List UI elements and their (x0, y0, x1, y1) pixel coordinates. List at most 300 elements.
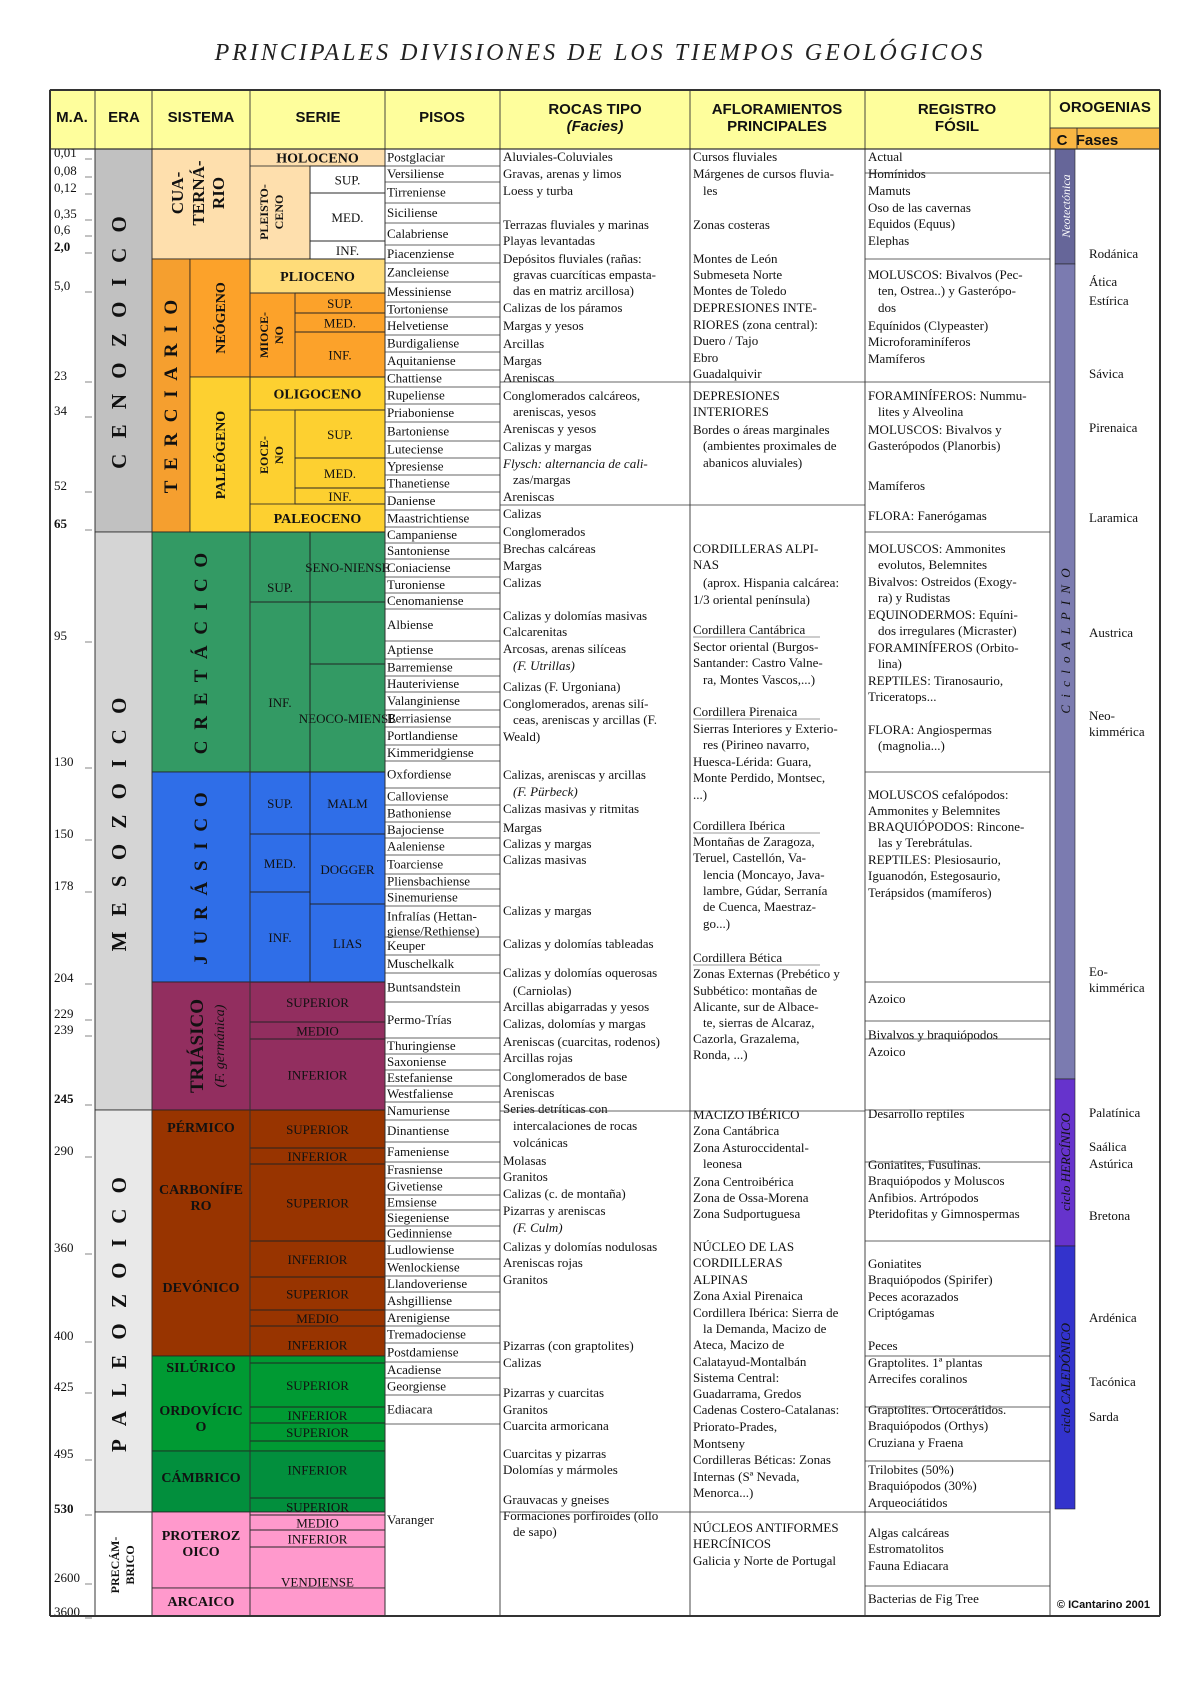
rocas-text: Granitos (503, 1402, 548, 1417)
piso-label: Westfaliense (387, 1086, 454, 1101)
aflor-text: Cordillera Ibérica: Sierra de (693, 1305, 839, 1320)
aflor-text: res (Pirineo navarro, (703, 737, 810, 752)
registro-text: Cruziana y Fraena (868, 1435, 964, 1450)
sistema-paleogeno-label: PALEÓGENO (214, 410, 229, 500)
rocas-text: Calizas y dolomías tableadas (503, 936, 654, 951)
aflor-text: Bordes o áreas marginales (693, 422, 830, 437)
registro-text: ten, Ostrea..) y Gasterópo- (878, 283, 1016, 298)
piso-label: Siciliense (387, 205, 438, 220)
era-precambrico-label: BRICO (123, 1545, 137, 1585)
piso-label: Zancleiense (387, 264, 450, 280)
ma-label: 2600 (54, 1570, 80, 1585)
aflor-text: HERCÍNICOS (693, 1536, 772, 1551)
piso-label: Ashgilliense (387, 1293, 452, 1308)
piso-label: Daniense (387, 493, 436, 508)
aflor-text: Sector oriental (Burgos- (693, 639, 819, 654)
rocas-text: Flysch: alternancia de cali- (503, 456, 648, 471)
piso-label: Muschelkalk (387, 956, 455, 971)
piso-label: Cenomaniense (387, 593, 464, 608)
registro-text: MOLUSCOS cefalópodos: (868, 787, 1009, 802)
aflor-text: de Cuenca, Maestraz- (703, 899, 816, 914)
piso-label: Coniaciense (387, 560, 451, 575)
ma-label: 400 (54, 1328, 74, 1343)
rocas-text: Granitos (503, 1272, 548, 1287)
ma-label: 229 (54, 1006, 74, 1021)
rocas-text: Calizas masivas y ritmitas (503, 801, 640, 816)
aflor-text: Cordillera Ibérica (693, 818, 786, 833)
registro-text: MOLUSCOS: Bivalvos (Pec- (868, 267, 1023, 282)
serie-label: INF. (335, 243, 360, 258)
registro-text: Arrecifes coralinos (868, 1371, 968, 1386)
serie-label: SUPERIOR (286, 1499, 349, 1515)
ma-label: 530 (54, 1501, 74, 1516)
registro-text: Peces acorazados (868, 1289, 959, 1304)
piso-label: Berriasiense (387, 710, 452, 726)
aflor-text: Huesca-Lérida: Guara, (693, 754, 812, 769)
aflor-text: ALPINAS (693, 1272, 748, 1287)
ma-label: 5,0 (54, 278, 71, 293)
registro-text: Mamíferos (868, 351, 926, 366)
serie-label: MEDIO (296, 1515, 339, 1531)
piso-label: Rupeliense (387, 387, 445, 403)
fase-label: Neo- (1089, 708, 1115, 723)
rocas-text: Calizas de los páramos (503, 300, 623, 315)
registro-text: Braquiópodos (Orthys) (868, 1418, 989, 1433)
ma-label: 52 (54, 478, 67, 493)
serie-label: SUP. (334, 172, 361, 188)
ma-label: 0,12 (54, 180, 77, 195)
aflor-text: abanicos aluviales) (703, 455, 803, 470)
fase-label: Eo- (1089, 964, 1108, 979)
serie-label: MALM (327, 796, 368, 811)
registro-text: Algas calcáreas (868, 1525, 950, 1540)
header-era: ERA (108, 109, 140, 126)
aflor-text: NÚCLEOS ANTIFORMES (693, 1520, 839, 1535)
copyright-text: © ICantarino 2001 (1056, 1599, 1150, 1611)
rocas-text: Formaciones porfiroides (ollo (503, 1508, 659, 1523)
registro-text: Goniatites (868, 1256, 922, 1271)
serie-label: HOLOCENO (276, 151, 359, 167)
header-rocas-sub: (Facies) (566, 118, 624, 135)
piso-label: Aquitaniense (387, 353, 456, 368)
fase-label: Bretona (1089, 1208, 1131, 1223)
rocas-text: de sapo) (513, 1524, 557, 1539)
registro-text: Braquiópodos (30%) (868, 1478, 977, 1493)
fase-label: Astúrica (1089, 1156, 1134, 1171)
serie-label: MED. (263, 856, 297, 871)
ma-label: 2,0 (54, 239, 71, 254)
serie-mioceno-label: MIOCE- (257, 312, 271, 358)
registro-text: Estromatolitos (868, 1541, 944, 1556)
aflor-text: Cazorla, Grazalema, (693, 1031, 800, 1046)
aflor-text: Zona Axial Pirenaica (693, 1288, 803, 1303)
aflor-text: Cordilleras Béticas: Zonas (693, 1452, 831, 1467)
aflor-text: Sistema Central: (693, 1370, 780, 1385)
piso-label: Barremiense (387, 659, 453, 675)
rocas-text: gravas cuarcíticas empasta- (513, 267, 656, 282)
ma-label: 23 (54, 368, 67, 383)
serie-label: SUP. (327, 296, 353, 311)
rocas-text: Pizarras y cuarcitas (503, 1385, 605, 1400)
registro-text: BRAQUIÓPODOS: Rincone- (868, 819, 1025, 834)
serie-label: MED. (323, 466, 357, 481)
aflor-text: Alicante, sur de Albace- (693, 999, 819, 1014)
fase-label: Estírica (1089, 293, 1129, 308)
piso-label: Bajociense (387, 822, 445, 837)
aflor-text: les (703, 183, 718, 198)
aflor-text: Teruel, Castellón, Va- (693, 850, 806, 865)
registro-text: FLORA: Angiospermas (868, 722, 992, 737)
piso-label: Emsiense (387, 1194, 437, 1210)
piso-label: Buntsandstein (387, 979, 461, 995)
aflor-text: (aprox. Hispania calcárea: (703, 575, 840, 590)
serie-label: INFERIOR (287, 1149, 348, 1164)
sistema-terciario-label: T E R C I A R I O (161, 296, 182, 494)
piso-label: Ypresiense (387, 458, 444, 474)
era-precambrico-label: PRECÁM- (108, 1536, 122, 1594)
rocas-text: Terrazas fluviales y marinas (503, 217, 649, 232)
piso-label: Piacenziense (387, 246, 455, 261)
piso-label: Helvetiense (387, 318, 449, 333)
piso-label: Acadiense (387, 1362, 442, 1377)
fase-label: Pirenaica (1089, 420, 1138, 435)
registro-text: Bivalvos y braquiópodos (868, 1027, 998, 1042)
aflor-text: RIORES (zona central): (693, 317, 818, 332)
header-aflor: AFLORAMIENTOS (711, 101, 843, 118)
aflor-text: Ateca, Macizo de (693, 1337, 785, 1352)
rocas-text: Areniscas (503, 489, 555, 504)
aflor-text: Priorato-Prades, (693, 1419, 778, 1434)
sistema-carbonifero-label: RO (190, 1199, 212, 1214)
registro-text: las y Terebrátulas. (878, 835, 973, 850)
piso-label: Campaniense (387, 527, 458, 542)
ma-label: 150 (54, 826, 74, 841)
piso-label: Tirreniense (387, 184, 446, 200)
sistema-arcaico-label: ARCAICO (167, 1595, 235, 1610)
registro-text: Gasterópodos (Planorbis) (868, 438, 1001, 453)
fase-label: Palatínica (1089, 1105, 1141, 1120)
registro-text: MOLUSCOS: Bivalvos y (868, 422, 1002, 437)
header-fases: Fases (1075, 132, 1119, 149)
aflor-text: Zona Centroibérica (693, 1174, 794, 1189)
ma-label: 95 (54, 628, 67, 643)
serie-label: SUP. (327, 427, 353, 442)
serie-label: INF. (268, 930, 292, 945)
serie-label: MEDIO (296, 1023, 339, 1039)
piso-label: Valanginiense (387, 693, 460, 708)
rocas-text: Calizas y margas (503, 903, 592, 918)
rocas-text: Grauvacas y gneises (503, 1492, 610, 1507)
aflor-text: (ambientes proximales de (703, 438, 837, 453)
registro-text: Fauna Ediacara (868, 1558, 949, 1573)
header-registro: REGISTRO (917, 101, 997, 118)
fase-label: Laramica (1089, 510, 1139, 525)
aflor-text: Duero / Tajo (693, 333, 759, 348)
aflor-text: ...) (693, 787, 708, 802)
rocas-text: Conglomerados calcáreos, (503, 388, 641, 403)
rocas-text: Arcillas abigarradas y yesos (503, 999, 650, 1014)
aflor-text: Guadalquivir (693, 366, 762, 381)
rocas-text: Calizas y dolomías oquerosas (503, 965, 658, 980)
header-sistema: SISTEMA (167, 109, 235, 126)
ma-label: 290 (54, 1143, 74, 1158)
piso-label: Givetiense (387, 1178, 443, 1194)
piso-label: Sinemuriense (387, 889, 458, 905)
aflor-text: Cordillera Bética (693, 950, 783, 965)
fase-label: Ardénica (1089, 1310, 1137, 1325)
sistema-cuaternario-label: RIO (209, 176, 228, 210)
registro-text: Braquiópodos y Moluscos (868, 1173, 1005, 1188)
piso-label: Postdamiense (387, 1344, 459, 1360)
serie-label: DOGGER (320, 862, 375, 877)
rocas-text: Aluviales-Coluviales (503, 149, 613, 164)
aflor-text: Montañas de Zaragoza, (693, 834, 815, 849)
piso-label: Versiliense (387, 166, 445, 181)
registro-text: Triceratops... (868, 689, 937, 704)
sistema-jurasico-label: J U R Á S I C O (191, 789, 212, 965)
aflor-text: Márgenes de cursos fluvia- (693, 166, 834, 181)
ciclo-neotectonica-label: Neotectónica (1059, 174, 1073, 238)
rocas-text: Depósitos fluviales (rañas: (503, 251, 642, 266)
registro-text: (magnolia...) (878, 738, 945, 753)
serie-label: SUPERIOR (286, 1195, 349, 1211)
era-mesozoico-label: M E S O Z O I C O (107, 692, 131, 952)
piso-label: giense/Rethiense) (387, 923, 480, 939)
aflor-text: Zona Cantábrica (693, 1123, 780, 1138)
sistema-cuaternario-label: TERNÁ- (189, 160, 208, 226)
piso-label: Namuriense (387, 1103, 450, 1118)
piso-label: Calloviense (387, 788, 449, 804)
serie-label: SUPERIOR (286, 1122, 349, 1137)
rocas-text: Margas y yesos (503, 318, 584, 333)
registro-text: Oso de las cavernas (868, 200, 971, 215)
ma-label: 0,35 (54, 206, 77, 221)
aflor-text: Montes de Toledo (693, 283, 787, 298)
ma-label: 495 (54, 1446, 74, 1461)
fase-label: kimmérica (1089, 724, 1145, 739)
serie-label: INFERIOR (287, 1462, 348, 1478)
registro-text: EQUINODERMOS: Equíni- (868, 607, 1018, 622)
ma-label: 34 (54, 403, 67, 418)
rocas-text: Cuarcita armoricana (503, 1418, 609, 1433)
rocas-text: (Carniolas) (513, 983, 572, 998)
serie-label: MEDIO (296, 1311, 339, 1326)
registro-text: Pteridofitas y Gimnospermas (868, 1206, 1020, 1221)
aflor-text: Cadenas Costero-Catalanas: (693, 1402, 840, 1417)
registro-text: Equínidos (Clypeaster) (868, 318, 989, 333)
rocas-text: Calcarenitas (503, 624, 568, 639)
registro-text: Mamuts (868, 183, 911, 198)
era-paleozoico-label: P A L E O Z O I C O (107, 1172, 131, 1452)
aflor-text: DEPRESIONES INTE- (693, 300, 817, 315)
piso-label: Postglaciar (387, 149, 445, 165)
rocas-text: (F. Pürbeck) (513, 784, 578, 799)
rocas-text: Calizas y dolomías nodulosas (503, 1239, 658, 1254)
ma-label: 0,6 (54, 222, 71, 237)
header-orogenias: OROGENIAS (1059, 99, 1151, 116)
serie-pleistoceno-label: PLEISTO- (257, 184, 271, 240)
fase-label: Rodánica (1089, 246, 1139, 261)
serie-label: INF. (328, 347, 352, 363)
ma-label: 65 (54, 516, 67, 531)
registro-text: Azoico (868, 1044, 906, 1059)
aflor-text: leonesa (703, 1156, 742, 1171)
fase-label: Saálica (1089, 1139, 1127, 1154)
ma-label: 178 (54, 878, 74, 893)
rocas-text: (F. Utrillas) (513, 658, 575, 673)
serie-label: NEOCO-MIENSE (298, 711, 397, 726)
piso-label: Toarciense (387, 856, 444, 872)
registro-text: Arqueociátidos (868, 1495, 948, 1510)
serie-label: SUPERIOR (286, 1425, 349, 1440)
piso-label: Ediacara (387, 1401, 433, 1417)
piso-label: Tremadociense (387, 1326, 466, 1342)
aflor-text: la Demanda, Macizo de (703, 1321, 827, 1336)
ma-label: 0,01 (54, 145, 77, 160)
header-ma: M.A. (56, 109, 88, 126)
serie-cretacico-inf: INF. (268, 695, 292, 710)
header-rocas: ROCAS TIPO (548, 101, 642, 118)
registro-text: Mamíferos (868, 478, 926, 493)
rocas-text: Gravas, arenas y limos (503, 166, 622, 181)
rocas-text: Calizas (503, 575, 542, 590)
fase-label: kimmérica (1089, 980, 1145, 995)
aflor-text: Cordillera Pirenaica (693, 704, 798, 719)
sistema-cuaternario-label: CUA- (168, 171, 187, 215)
piso-label: Luteciense (387, 441, 444, 457)
rocas-text: Conglomerados (503, 524, 586, 539)
piso-label: Maastrichtiense (387, 510, 470, 526)
rocas-text: Calizas (F. Urgoniana) (503, 679, 621, 694)
aflor-text: Montseny (693, 1436, 745, 1451)
registro-text: Terápsidos (mamíferos) (868, 885, 992, 900)
piso-label: Priaboniense (387, 405, 455, 420)
rocas-text: Pizarras (con graptolites) (503, 1338, 634, 1353)
rocas-text: Series detríticas con (503, 1101, 608, 1116)
piso-label: Permo-Trías (387, 1012, 452, 1027)
registro-text: MOLUSCOS: Ammonites (868, 541, 1006, 556)
serie-label: PLIOCENO (280, 270, 355, 285)
aflor-text: go...) (703, 916, 731, 931)
registro-text: Bivalvos: Ostreidos (Exogy- (868, 574, 1017, 589)
aflor-text: Zona de Ossa-Morena (693, 1190, 809, 1205)
serie-label: SUP. (267, 796, 293, 811)
registro-text: Ammonites y Belemnites (868, 803, 1001, 818)
piso-label: Varanger (387, 1512, 434, 1527)
aflor-text: Zona Asturoccidental- (693, 1140, 809, 1155)
ciclo-caledonico-label: ciclo CALEDÓNICO (1058, 1322, 1073, 1434)
serie-label: INF. (328, 489, 352, 504)
rocas-text: areniscas, yesos (513, 404, 597, 419)
serie-label: INFERIOR (287, 1252, 348, 1267)
serie-label: SENO-NIENSE (305, 560, 390, 575)
aflor-text: te, sierras de Alcaraz, (703, 1015, 815, 1030)
fase-label: Ática (1089, 274, 1118, 289)
aflor-text: 1/3 oriental península) (693, 592, 810, 607)
serie-mioceno-label: NO (272, 326, 286, 344)
ciclo-alpino-label: C i c l o A L P I N O (1058, 566, 1073, 714)
piso-label: Aptiense (387, 642, 434, 657)
aflor-text: lambre, Gúdar, Serranía (703, 883, 828, 898)
header-serie: SERIE (295, 109, 341, 126)
registro-text: Azoico (868, 991, 906, 1006)
piso-label: Santoniense (387, 543, 450, 558)
serie-label: SUPERIOR (286, 1378, 349, 1393)
serie-label: VENDIENSE (281, 1574, 354, 1590)
aflor-text: NÚCLEO DE LAS (693, 1239, 795, 1254)
piso-label: Georgiense (387, 1378, 446, 1394)
era-cenozoico-label: C E N O Z O I C O (107, 211, 131, 469)
fase-label: Sávica (1089, 366, 1124, 381)
aflor-text: Zonas Externas (Prebético y (693, 966, 840, 981)
aflor-text: Galicia y Norte de Portugal (693, 1553, 836, 1568)
rocas-text: Pizarras y areniscas (503, 1203, 606, 1218)
ma-label: 130 (54, 754, 74, 769)
fase-label: Austrica (1089, 625, 1134, 640)
serie-eoceno-label: NO (272, 446, 286, 464)
aflor-text: Cordillera Cantábrica (693, 622, 806, 637)
sistema-silurico-label: SILÚRICO (166, 1361, 236, 1376)
rocas-text: ceas, areniscas y arcillas (F. (513, 712, 658, 727)
aflor-text: Zonas costeras (693, 217, 770, 232)
piso-label: Tortoniense (387, 301, 449, 317)
registro-text: Homínidos (868, 166, 926, 181)
rocas-text: Calizas y dolomías masivas (503, 608, 648, 623)
piso-label: Arenigiense (387, 1310, 450, 1325)
piso-label: Turoniense (387, 577, 446, 592)
serie-label: OLIGOCENO (273, 387, 362, 403)
header-registro-sub: FÓSIL (934, 118, 980, 135)
header-pisos: PISOS (419, 109, 465, 126)
piso-label: Aaleniense (387, 838, 445, 854)
registro-text: FLORA: Fanerógamas (868, 508, 987, 523)
registro-text: Microforaminíferos (868, 334, 971, 349)
aflor-text: Montes de León (693, 251, 778, 266)
piso-label: Kimmeridgiense (387, 745, 474, 760)
header-aflor-sub: PRINCIPALES (727, 118, 827, 135)
piso-label: Oxfordiense (387, 766, 452, 782)
rocas-text: (F. Culm) (513, 1220, 563, 1235)
ma-label: 245 (54, 1091, 74, 1106)
serie-cretacico-sup: SUP. (267, 580, 293, 595)
piso-label: Llandoveriense (387, 1276, 468, 1291)
sistema-ordovicico-label: O (195, 1420, 207, 1435)
sistema-proterozoico-label: OICO (182, 1545, 220, 1560)
ma-label: 0,08 (54, 163, 77, 178)
registro-text: Criptógamas (868, 1305, 935, 1320)
rocas-text: Dolomías y mármoles (503, 1462, 618, 1477)
rocas-text: Areniscas (cuarcitas, rodenos) (503, 1034, 661, 1049)
rocas-text: Areniscas (503, 1085, 555, 1100)
serie-label: MED. (331, 210, 364, 225)
sistema-devonico-label: DEVÓNICO (162, 1281, 240, 1296)
aflor-text: CORDILLERAS ALPI- (693, 541, 819, 556)
fase-label: Tacónica (1089, 1374, 1136, 1389)
rocas-text: Calizas (503, 1355, 542, 1370)
sistema-cambrico-label: CÁMBRICO (161, 1471, 241, 1486)
rocas-text: Areniscas (503, 370, 555, 385)
aflor-text: Guadarrama, Gredos (693, 1386, 802, 1401)
rocas-text: Arcosas, arenas silíceas (503, 641, 627, 656)
serie-label: INFERIOR (287, 1408, 348, 1423)
rocas-text: Arcillas rojas (503, 1050, 573, 1065)
serie-label: INFERIOR (287, 1531, 348, 1547)
rocas-text: Loess y turba (503, 183, 574, 198)
aflor-text: Ebro (693, 350, 719, 365)
piso-label: Siegeniense (387, 1210, 450, 1225)
piso-label: Hauteriviense (387, 676, 460, 691)
rocas-text: Calizas (c. de montaña) (503, 1186, 626, 1201)
